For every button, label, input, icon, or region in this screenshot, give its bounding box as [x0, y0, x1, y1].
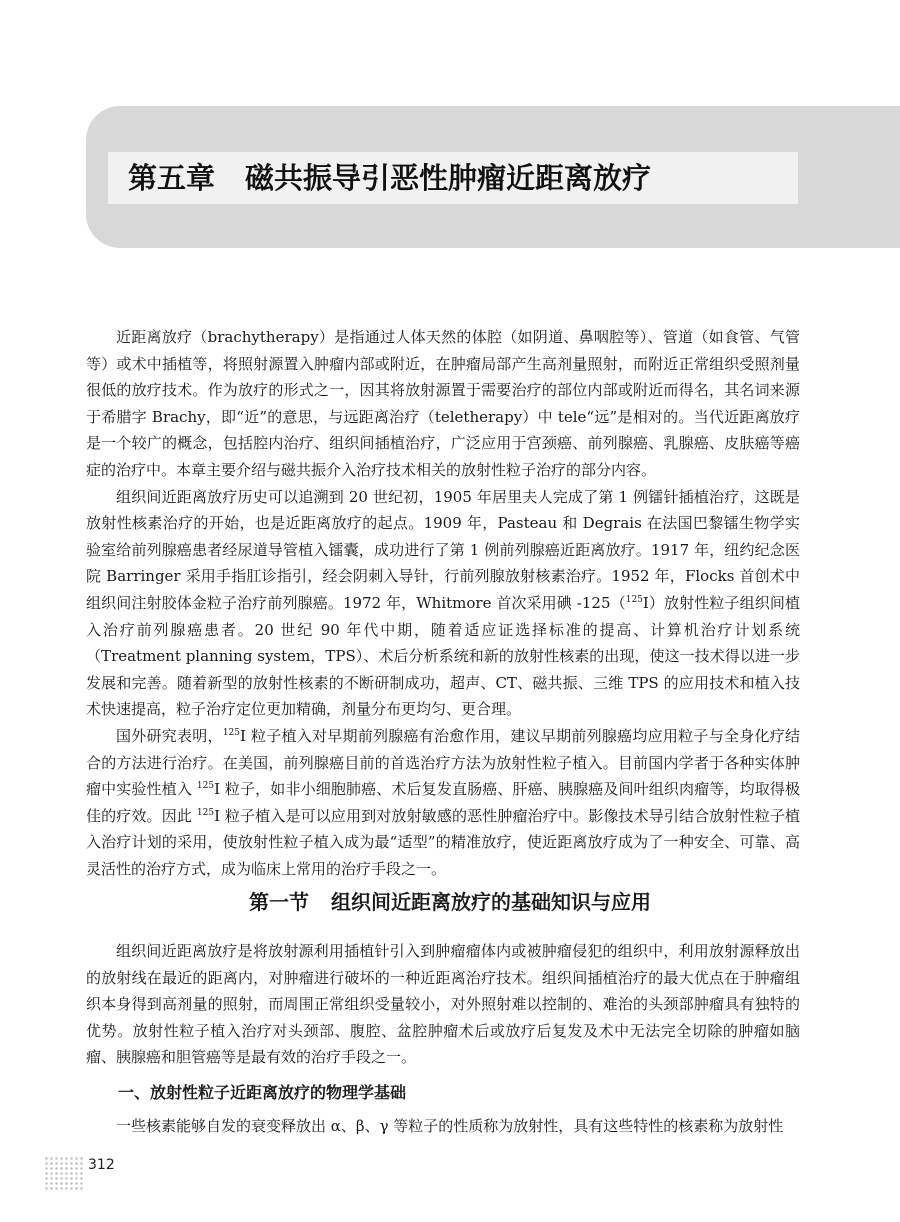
paragraph: 一些核素能够自发的衰变释放出 α、β、γ 等粒子的性质称为放射性，具有这些特性的核素称为放射性 — [116, 1117, 784, 1135]
chapter-number: 第五章 — [128, 161, 216, 195]
section-title — [0, 887, 900, 917]
superscript: 125 — [196, 781, 215, 792]
section-number: 第一节 — [249, 890, 309, 914]
superscript: 125 — [222, 727, 240, 738]
paragraph: 国外研究表明，$^{125}$I 粒子植入对早期前列腺癌有治愈作用，建议早期前列腺癌均应用粒子与全身化疗结合的方法进行治疗。在美国，前列腺癌目前的首选治疗方法为放射性粒子植入。目前国内学者于各种实体肿瘤中实验性植入 $^{125}$I 粒子，如非小细胞肺癌、术后复发直肠癌、肝癌、胰腺癌及间叶组织肉瘤等，均取得极佳的疗效。因此 $^{125}$I 粒子植入是可以应用到对放射敏感的恶性肿瘤治疗中。影像技术导引结合放射性粒子植入治疗计划的采用，使放射性粒子植入成为最“适型”的精准放疗，使近距离放疗成为了一种安全、可靠、高灵活性的治疗方式，成为临床上常用的治疗手段之一。 — [86, 726, 800, 878]
page-corner-dot-pattern — [44, 1156, 84, 1192]
paragraph: 近距离放疗（brachytherapy）是指通过人体天然的体腔（如阴道、鼻咽腔等）、管道（如食管、气管等）或术中插植等，将照射源置入肿瘤内部或附近，在肿瘤局部产生高剂量照射，而附近正常组织受照剂量很低的放疗技术。作为放疗的形式之一，因其将放射源置于需要治疗的部位内部或附近而得名，其名词来源于希腊字 Brachy，即“近”的意思，与远距离治疗（teletherapy）中 tele“远”是相对的。当代近距离放疗是一个较广的概念，包括腔内治疗、组织间插植治疗，广泛应用于宫颈癌、前列腺癌、乳腺癌、皮肤癌等癌症的治疗中。本章主要介绍与磁共振介入治疗技术相关的放射性粒子治疗的部分内容。 — [86, 328, 800, 479]
subsection-title: 一、放射性粒子近距离放疗的物理学基础 — [118, 1083, 407, 1102]
paragraph: 组织间近距离放疗历史可以追溯到 20 世纪初，1905 年居里夫人完成了第 1 例镭针插植治疗，这既是放射性核素治疗的开始，也是近距离放疗的起点。1909 年，Pasteau 和 Degrais 在法国巴黎镭生物学实验室给前列腺癌患者经尿道导管植入镭囊，成功进行了第 1 例前列腺癌近距离放疗。1917 年，纽约纪念医院 Barringer 采用手指肛诊指引，经会阴刺入导针，行前列腺放射核素治疗。1952 年，Flocks 首创术中组织间注射胶体金粒子治疗前列腺癌。1972 年，Whitmore 首次采用碘 -125（$^{125}$I）放射性粒子组织间植入治疗前列腺癌患者。20 世纪 90 年代中期，随着适应证选择标准的提高、计算机治疗计划系统（Treatment planning system，TPS）、术后分析系统和新的放射性核素的出现，使这一技术得以进一步发展和完善。随着新型的放射性核素的不断研制成功，超声、CT、磁共振、三维 TPS 的应用技术和植入技术快速提高，粒子治疗定位更加精确，剂量分布更均匀、更合理。 — [86, 487, 800, 719]
superscript: 125 — [196, 807, 215, 818]
paragraph: 组织间近距离放疗是将放射源利用插植针引入到肿瘤瘤体内或被肿瘤侵犯的组织中，利用放射源释放出的放射线在最近的距离内，对肿瘤进行破坏的一种近距离治疗技术。组织间插植治疗的最大优点在于肿瘤组织本身得到高剂量的照射，而周围正常组织受量较小，对外照射难以控制的、难治的头颈部肿瘤具有独特的优势。放射性粒子植入治疗对头颈部、腹腔、盆腔肿瘤术后或放疗后复发及术中无法完全切除的肿瘤如脑瘤、胰腺癌和胆管癌等是最有效的治疗手段之一。 — [86, 942, 800, 1067]
subsection-text — [86, 1113, 800, 1140]
superscript: 125 — [625, 594, 643, 605]
section-name: 组织间近距离放疗的基础知识与应用 — [331, 890, 651, 914]
page-number: 312 — [88, 1157, 115, 1173]
chapter-name: 磁共振导引恶性肿瘤近距离放疗 — [245, 161, 652, 195]
section-text — [86, 938, 800, 1071]
chapter-title — [128, 158, 651, 198]
intro-text — [86, 324, 800, 882]
